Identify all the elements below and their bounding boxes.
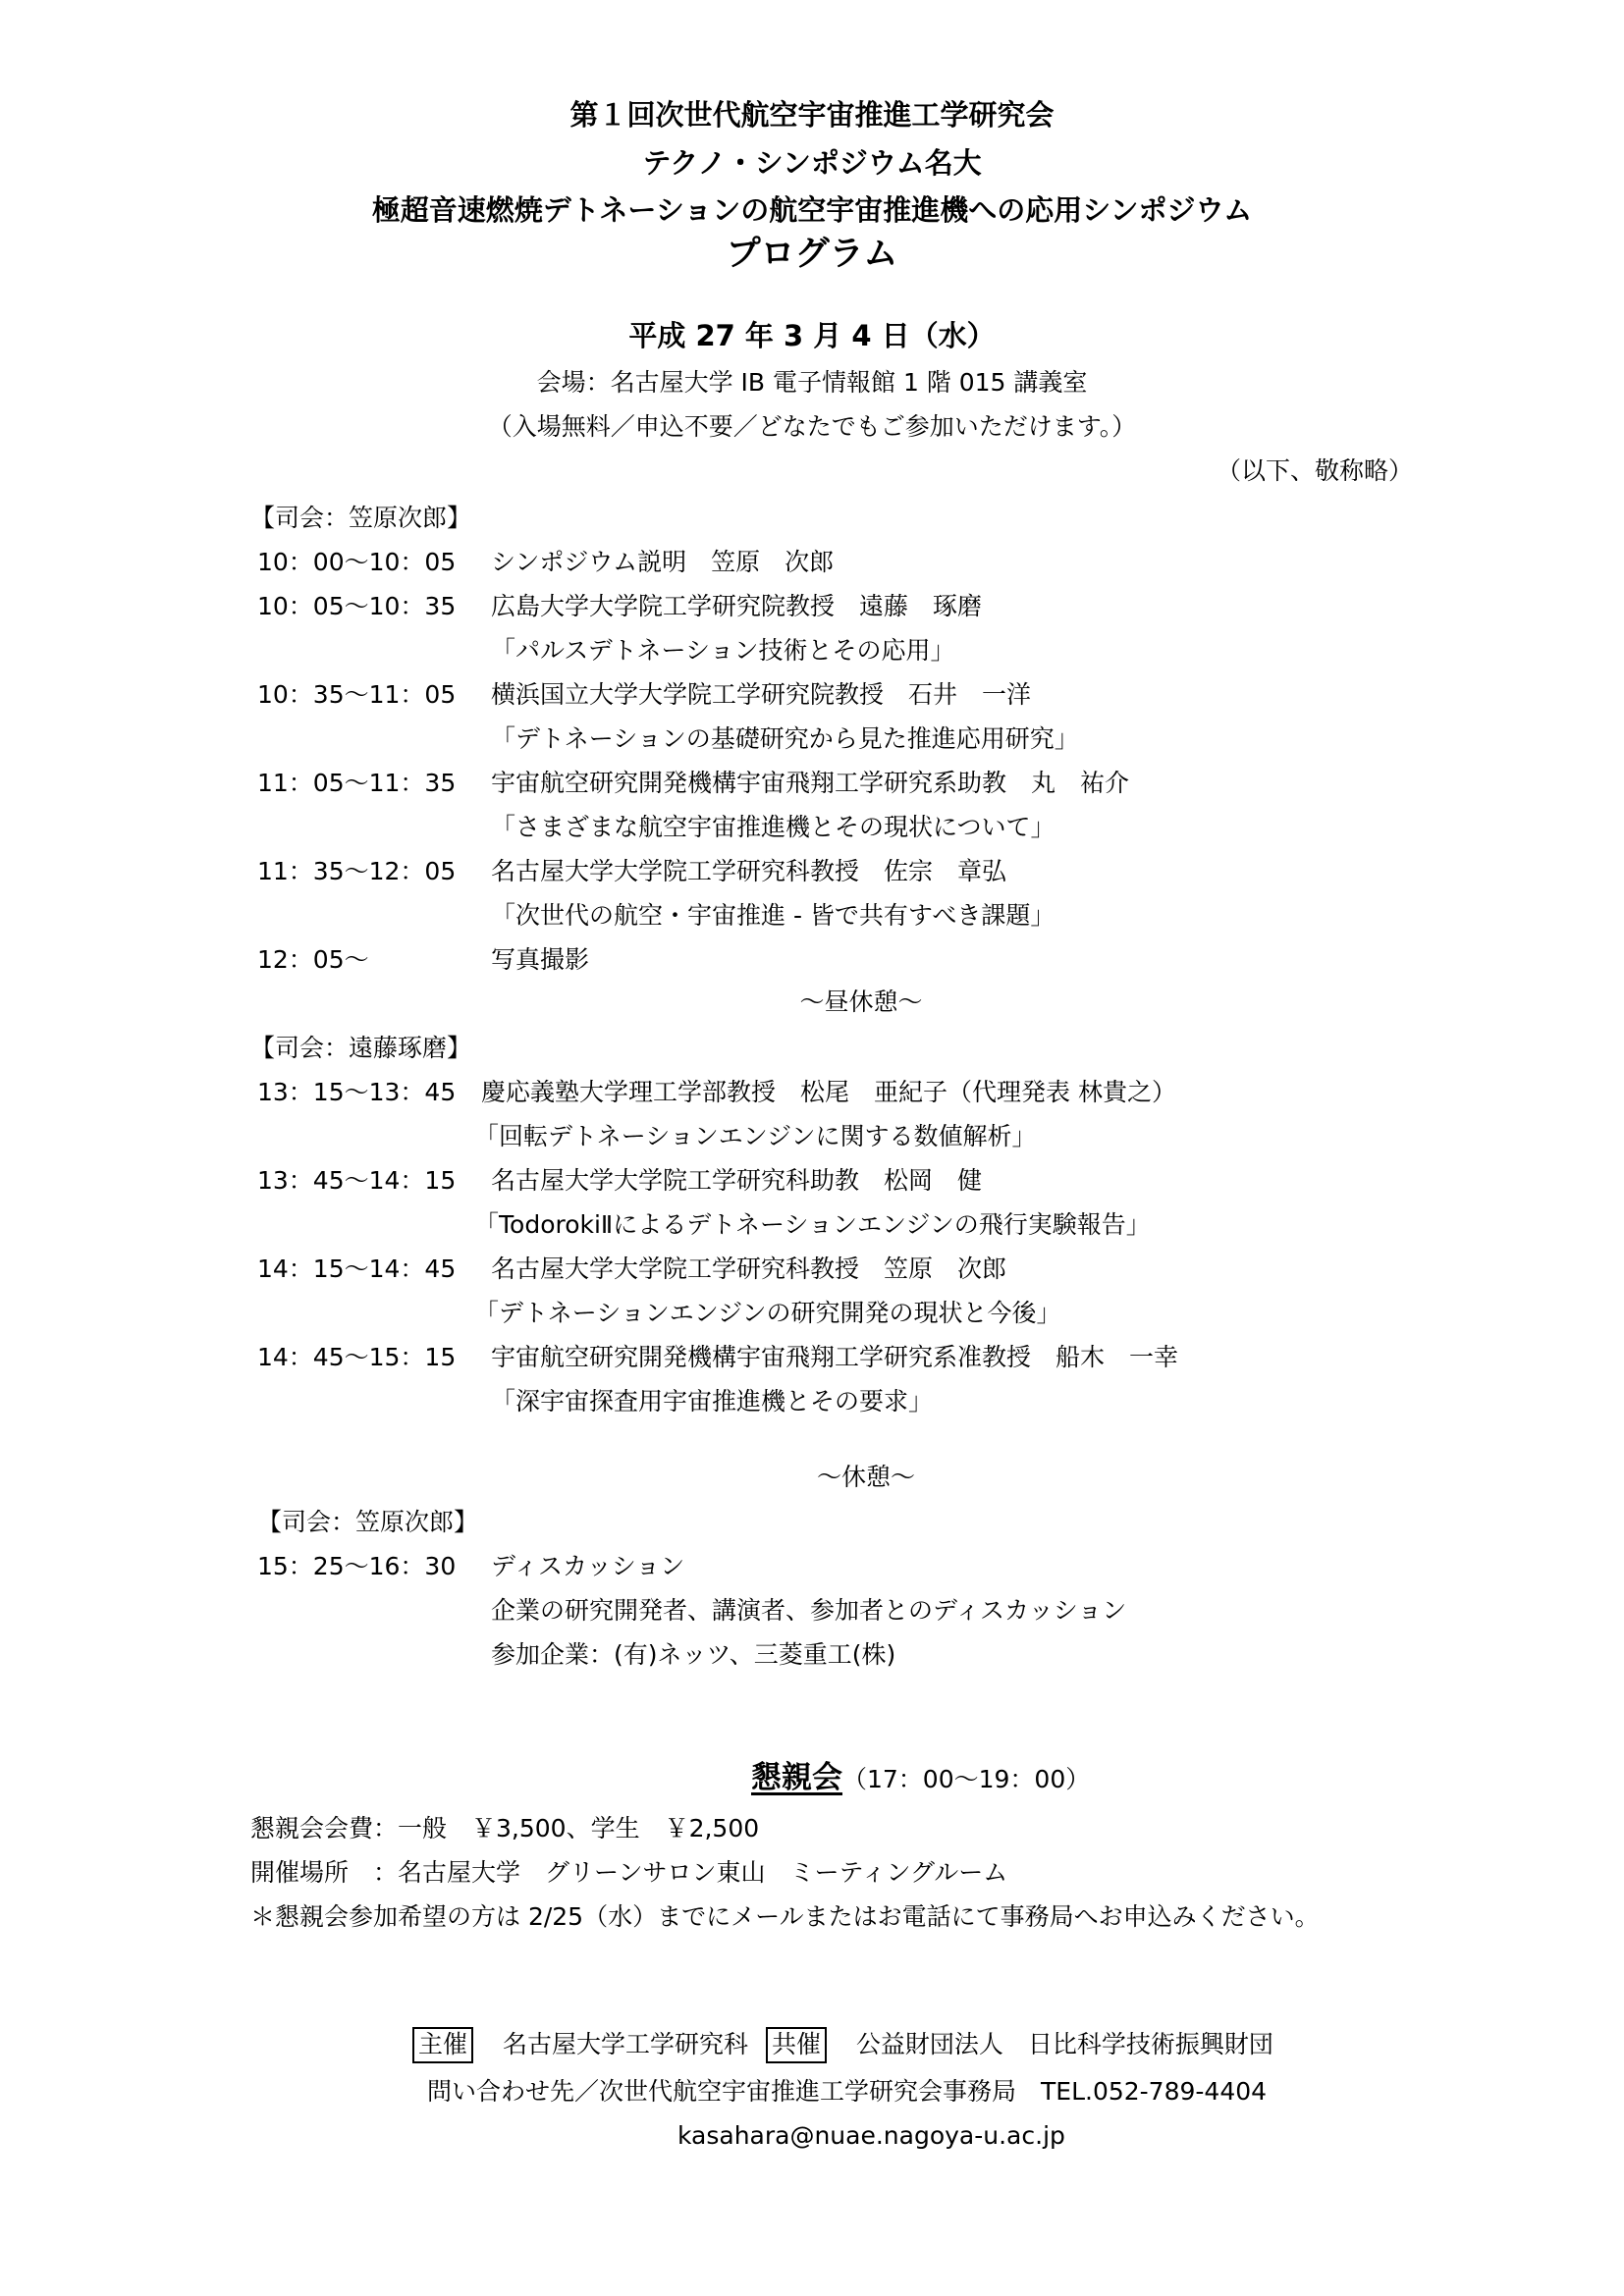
program-talk-title: 「次世代の航空・宇宙推進 - 皆で共有すべき課題」	[491, 901, 1056, 930]
event-date: 平成 27 年 3 月 4 日（水）	[628, 319, 996, 352]
organizer-line	[412, 2032, 1273, 2056]
admission-note: （入場無料／申込不要／どなたでもご参加いただけます。）	[487, 412, 1137, 441]
organizer-name: 名古屋大学工学研究科	[502, 2030, 748, 2058]
participating-companies: 参加企業：(有)ネッツ、三菱重工(株)	[491, 1640, 896, 1669]
program-speaker: 名古屋大学大学院工学研究科教授 佐宗 章弘	[491, 857, 1007, 885]
contact-email[interactable]: kasahara@nuae.nagoya-u.ac.jp	[677, 2121, 1065, 2150]
program-time: 14：45～15：15	[257, 1343, 457, 1371]
program-speaker: 名古屋大学大学院工学研究科助教 松岡 健	[491, 1166, 983, 1195]
session-chair: 【司会：遠藤琢磨】	[250, 1034, 472, 1062]
program-speaker: ディスカッション	[491, 1552, 685, 1580]
discussion-description: 企業の研究開発者、講演者、参加者とのディスカッション	[491, 1596, 1127, 1625]
program-time: 10：00～10：05	[257, 548, 457, 576]
cosponsor-name: 公益財団法人 日比科学技術振興財団	[855, 2030, 1273, 2058]
program-speaker: 慶応義塾大学理工学部教授 松尾 亜紀子（代理発表 林貴之）	[481, 1078, 1176, 1106]
title-line-3: 極超音速燃焼デトネーションの航空宇宙推進機への応用シンポジウム	[371, 193, 1253, 227]
program-talk-title: 「深宇宙探査用宇宙推進機とその要求」	[491, 1387, 934, 1415]
program-time: 11：05～11：35	[257, 769, 457, 797]
program-talk-title: 「デトネーションの基礎研究から見た推進応用研究」	[491, 724, 1079, 753]
break: ～休憩～	[816, 1463, 915, 1491]
event-venue: 会場：名古屋大学 IB 電子情報館 1 階 015 講義室	[536, 368, 1088, 397]
program-talk-title: 「デトネーションエンジンの研究開発の現状と今後」	[474, 1299, 1061, 1327]
title-line-1: 第１回次世代航空宇宙推進工学研究会	[569, 98, 1055, 132]
reception-place: 開催場所 ：名古屋大学 グリーンサロン東山 ミーティングルーム	[250, 1858, 1008, 1887]
program-speaker: 写真撮影	[491, 945, 590, 974]
program-time: 12：05～	[257, 945, 369, 974]
program-time: 13：15～13：45	[257, 1078, 457, 1106]
program-time: 13：45～14：15	[257, 1166, 457, 1195]
reception-time: （17：00～19：00）	[842, 1765, 1091, 1793]
title-line-2: テクノ・シンポジウム名大	[642, 146, 982, 180]
organizer-label: 主催	[412, 2027, 473, 2063]
program-speaker: シンポジウム説明 笠原 次郎	[491, 548, 835, 576]
program-talk-title: 「パルスデトネーション技術とその応用」	[491, 636, 955, 665]
reception-fee: 懇親会会費：一般 ￥3,500、学生 ￥2,500	[250, 1814, 760, 1842]
program-time: 10：05～10：35	[257, 592, 457, 620]
program-talk-title: 「TodorokiⅡによるデトネーションエンジンの飛行実験報告」	[474, 1210, 1151, 1239]
session-chair: 【司会：笠原次郎】	[250, 504, 472, 532]
program-speaker: 宇宙航空研究開発機構宇宙飛翔工学研究系准教授 船木 一幸	[491, 1343, 1179, 1371]
program-speaker: 広島大学大学院工学研究院教授 遠藤 琢磨	[491, 592, 983, 620]
contact-info: 問い合わせ先／次世代航空宇宙推進工学研究会事務局 TEL.052-789-4404	[427, 2077, 1268, 2106]
program-speaker: 名古屋大学大学院工学研究科教授 笠原 次郎	[491, 1255, 1007, 1283]
program-talk-title: 「回転デトネーションエンジンに関する数値解析」	[474, 1122, 1037, 1150]
program-speaker: 横浜国立大学大学院工学研究院教授 石井 一洋	[491, 680, 1032, 709]
cosponsor-label: 共催	[766, 2027, 827, 2063]
program-time: 14：15～14：45	[257, 1255, 457, 1283]
reception-title: 懇親会	[751, 1760, 842, 1795]
program-time: 10：35～11：05	[257, 680, 457, 709]
program-speaker: 宇宙航空研究開発機構宇宙飛翔工学研究系助教 丸 祐介	[491, 769, 1130, 797]
program-time: 15：25～16：30	[257, 1552, 457, 1580]
reception-heading	[751, 1760, 1091, 1795]
honorifics-note: （以下、敬称略）	[1216, 456, 1413, 485]
page-title: プログラム	[726, 235, 898, 274]
lunch-break: ～昼休憩～	[799, 988, 923, 1016]
program-talk-title: 「さまざまな航空宇宙推進機とその現状について」	[491, 813, 1056, 841]
program-time: 11：35～12：05	[257, 857, 457, 885]
reception-note: ＊懇親会参加希望の方は 2/25（水）までにメールまたはお電話にて事務局へお申込みください。	[250, 1902, 1320, 1931]
session-chair: 【司会：笠原次郎】	[257, 1508, 479, 1536]
